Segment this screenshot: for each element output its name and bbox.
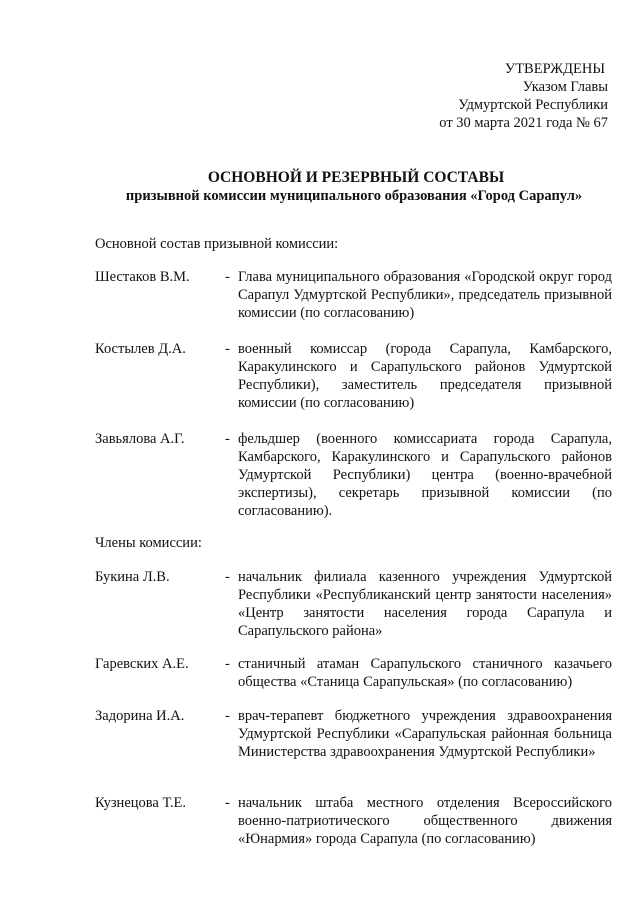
member-dash: -	[225, 708, 230, 724]
approval-decree: Указом Главы	[522, 79, 608, 95]
member-description: Глава муниципального образования «Городской округ город Сарапул Удмуртской Республики», председатель призывной комиссии (по согласованию)	[238, 269, 612, 321]
member-dash: -	[225, 656, 230, 672]
approval-republic: Удмуртской Республики	[458, 97, 608, 113]
commission-heading: Члены комиссии:	[95, 535, 202, 551]
member-description: военный комиссар (города Сарапула, Камбарского, Каракулинского и Сарапульского районов Удмуртской Республики), заместитель председателя призывной комиссии (по согласованию)	[238, 341, 612, 411]
document-title	[0, 168, 640, 206]
member-description: начальник штаба местного отделения Всероссийского военно-патриотического общественного движения «Юнармия» города Сарапула (по согласованию)	[238, 795, 612, 847]
member-name: Завьялова А.Г.	[95, 431, 185, 447]
member-name: Костылев Д.А.	[95, 341, 186, 357]
approval-block	[439, 60, 608, 132]
member-description: фельдшер (военного комиссариата города Сарапула, Камбарского, Каракулинского и Сарапульского районов Удмуртской Республики) центра (военно-врачебной экспертизы), секретарь призывной комиссии (по согласованию).	[238, 431, 612, 519]
member-description: врач-терапевт бюджетного учреждения здравоохранения Удмуртской Республики «Сарапульская районная больница Министерства здравоохранения Удмуртской Республики»	[238, 708, 612, 760]
member-dash: -	[225, 431, 230, 447]
approval-date: от 30 марта 2021 года № 67	[439, 115, 608, 131]
member-dash: -	[225, 341, 230, 357]
title-sub: призывной комиссии муниципального образования «Город Сарапул»	[125, 188, 583, 204]
member-dash: -	[225, 269, 230, 285]
member-name: Букина Л.В.	[95, 569, 170, 585]
member-description: начальник филиала казенного учреждения Удмуртской Республики «Республиканский центр занятости населения» «Центр занятости населения города Сарапула и Сарапульского района»	[238, 569, 612, 639]
member-name: Гаревских А.Е.	[95, 656, 189, 672]
member-name: Шестаков В.М.	[95, 269, 190, 285]
member-name: Задорина И.А.	[95, 708, 185, 724]
member-description: станичный атаман Сарапульского станичного казачьего общества «Станица Сарапульская» (по согласованию)	[238, 656, 612, 690]
member-dash: -	[225, 795, 230, 811]
title-main: ОСНОВНОЙ И РЕЗЕРВНЫЙ СОСТАВЫ	[207, 169, 505, 186]
member-name: Кузнецова Т.Е.	[95, 795, 186, 811]
approval-heading: УТВЕРЖДЕНЫ	[504, 61, 605, 77]
main-section-heading: Основной состав призывной комиссии:	[95, 236, 339, 252]
member-dash: -	[225, 569, 230, 585]
